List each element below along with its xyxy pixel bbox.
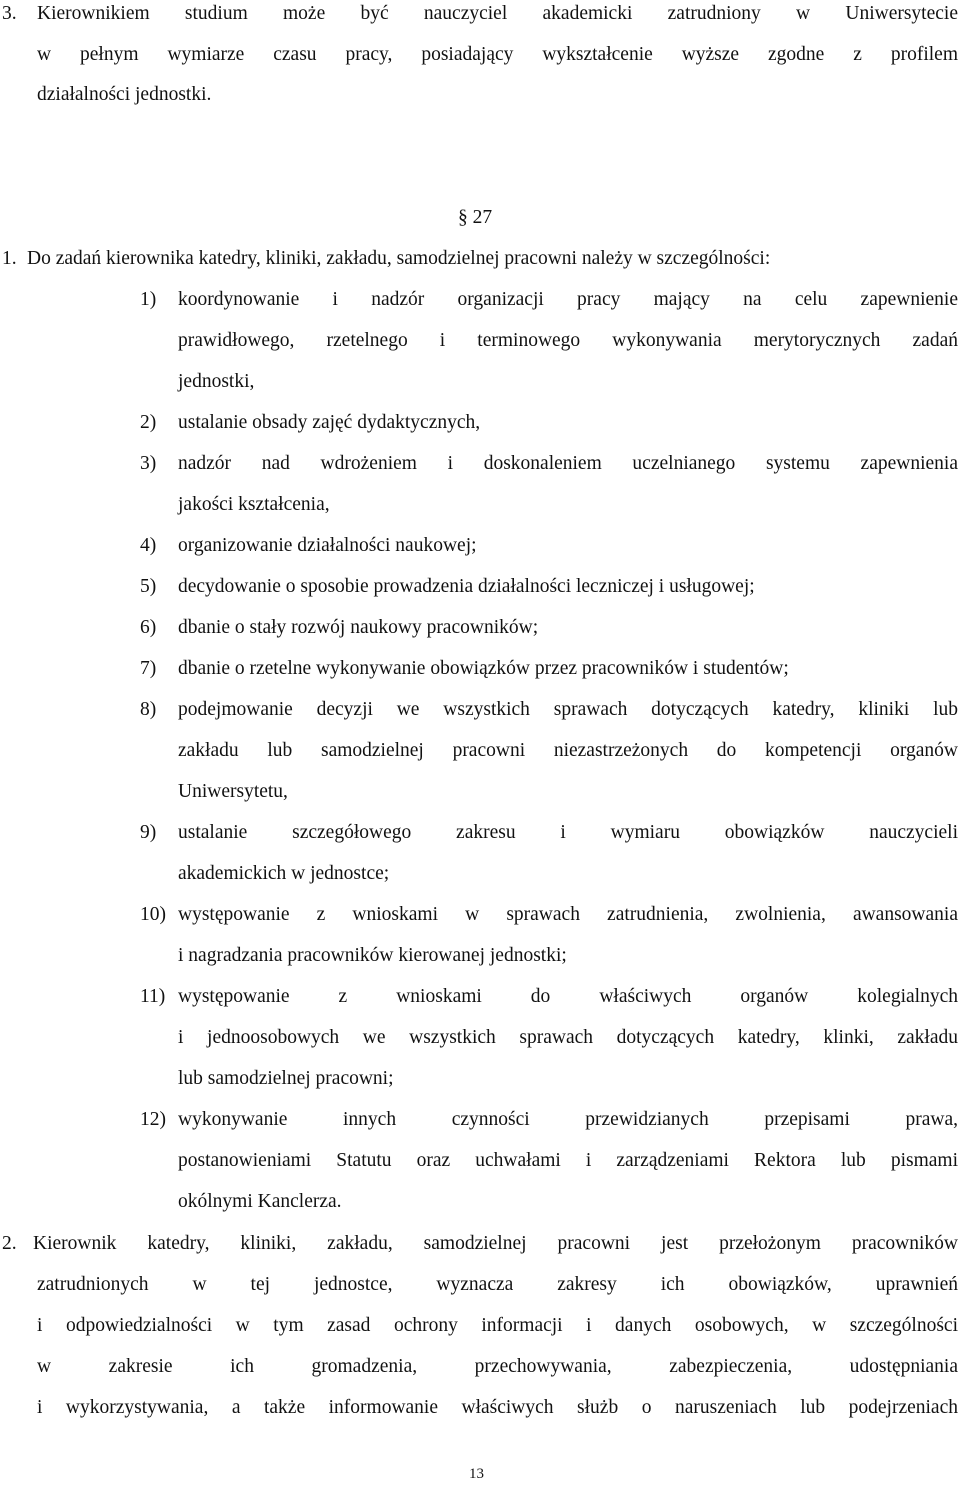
item-line: nadzór nad wdrożeniem i doskonaleniem uczelnianego systemu zapewnienia (178, 453, 958, 474)
item-line: postanowieniami Statutu oraz uchwałami i zarządzeniami Rektora lub pismami (178, 1150, 958, 1171)
point-1-number: 1. (2, 248, 17, 269)
item-line: jakości kształcenia, (178, 494, 330, 515)
point-3-line-1: Kierownikiem studium może być nauczyciel akademicki zatrudniony w Uniwersytecie (37, 3, 958, 24)
section-heading: § 27 (458, 207, 493, 228)
item-line: jednostki, (178, 371, 255, 392)
item-line: wykonywanie innych czynności przewidzianych przepisami prawa, (178, 1109, 958, 1130)
point-3-line-2: w pełnym wymiarze czasu pracy, posiadający wykształcenie wyższe zgodne z profilem (37, 44, 958, 65)
item-number: 5) (140, 576, 157, 597)
page-number: 13 (469, 1466, 484, 1482)
item-line: występowanie z wnioskami w sprawach zatrudnienia, zwolnienia, awansowania (178, 904, 958, 925)
point-2-number: 2. (2, 1233, 17, 1254)
item-number: 4) (140, 535, 157, 556)
point-2-line-1: Kierownik katedry, kliniki, zakładu, samodzielnej pracowni jest przełożonym pracowników (33, 1233, 958, 1254)
item-line: okólnymi Kanclerza. (178, 1191, 342, 1212)
point-2-line-3: i odpowiedzialności w tym zasad ochrony informacji i danych osobowych, w szczególności (37, 1315, 958, 1336)
point-3-line-3: działalności jednostki. (37, 84, 212, 105)
item-number: 6) (140, 617, 157, 638)
item-line: występowanie z wnioskami do właściwych organów kolegialnych (178, 986, 958, 1007)
item-number: 3) (140, 453, 157, 474)
item-number: 9) (140, 822, 157, 843)
item-number: 10) (140, 904, 166, 925)
item-line: koordynowanie i nadzór organizacji pracy mający na celu zapewnienie (178, 289, 958, 310)
item-line: lub samodzielnej pracowni; (178, 1068, 394, 1089)
item-line: decydowanie o sposobie prowadzenia działalności leczniczej i usługowej; (178, 576, 755, 597)
item-line: i nagradzania pracowników kierowanej jednostki; (178, 945, 567, 966)
item-line: dbanie o rzetelne wykonywanie obowiązków przez pracowników i studentów; (178, 658, 789, 679)
item-line: organizowanie działalności naukowej; (178, 535, 477, 556)
item-number: 12) (140, 1109, 166, 1130)
point-1-intro: Do zadań kierownika katedry, kliniki, zakładu, samodzielnej pracowni należy w szczególności: (27, 248, 771, 269)
item-number: 7) (140, 658, 157, 679)
item-line: zakładu lub samodzielnej pracowni niezastrzeżonych do kompetencji organów (178, 740, 958, 761)
item-number: 8) (140, 699, 157, 720)
point-3-number: 3. (2, 3, 17, 24)
item-line: akademickich w jednostce; (178, 863, 390, 884)
item-number: 1) (140, 289, 157, 310)
point-2-line-2: zatrudnionych w tej jednostce, wyznacza zakresy ich obowiązków, uprawnień (37, 1274, 958, 1295)
item-line: prawidłowego, rzetelnego i terminowego wykonywania merytorycznych zadań (178, 330, 958, 351)
item-line: Uniwersytetu, (178, 781, 288, 802)
item-number: 11) (140, 986, 166, 1007)
item-line: ustalanie obsady zajęć dydaktycznych, (178, 412, 481, 433)
item-number: 2) (140, 412, 157, 433)
item-line: dbanie o stały rozwój naukowy pracowników; (178, 617, 539, 638)
item-line: ustalanie szczegółowego zakresu i wymiaru obowiązków nauczycieli (178, 822, 958, 843)
point-2-line-4: w zakresie ich gromadzenia, przechowywania, zabezpieczenia, udostępniania (37, 1356, 958, 1377)
item-line: podejmowanie decyzji we wszystkich sprawach dotyczących katedry, kliniki lub (178, 699, 958, 720)
point-2-line-5: i wykorzystywania, a także informowanie właściwych służb o naruszeniach lub podejrzeniach (37, 1397, 958, 1418)
item-line: i jednoosobowych we wszystkich sprawach dotyczących katedry, klinki, zakładu (178, 1027, 958, 1048)
